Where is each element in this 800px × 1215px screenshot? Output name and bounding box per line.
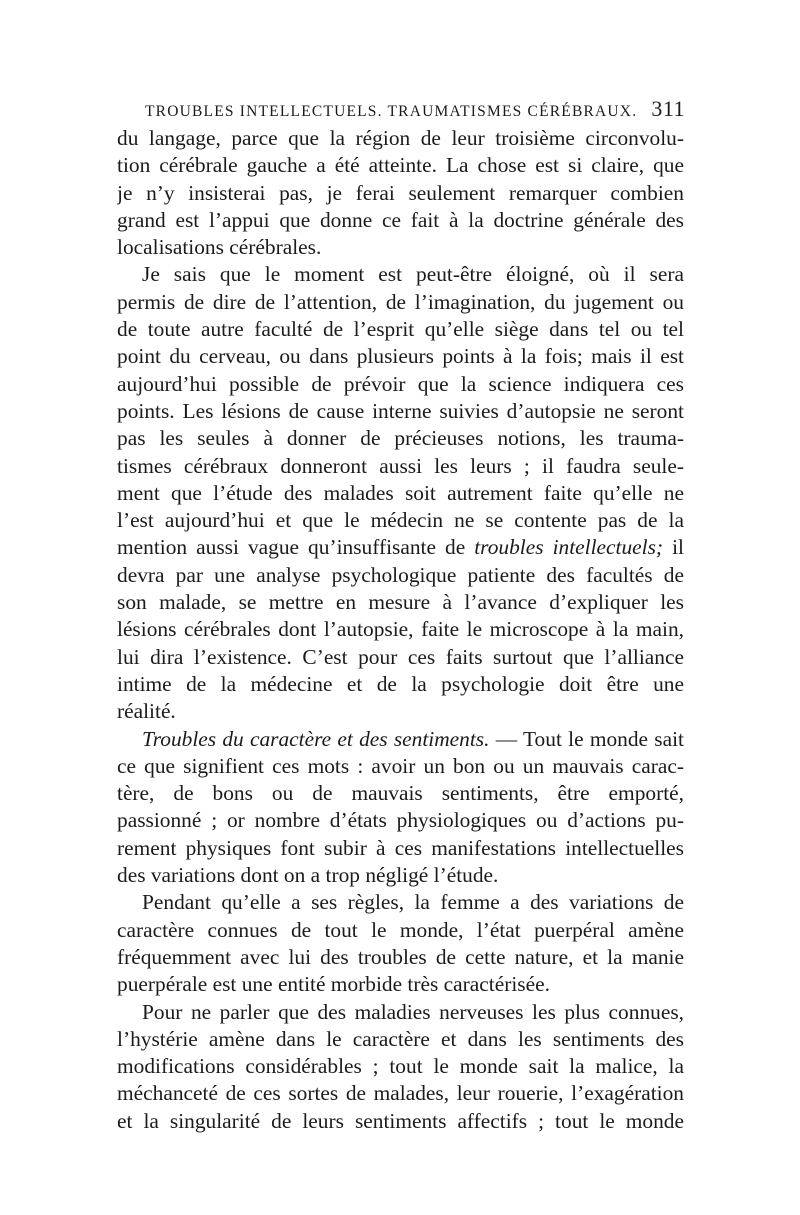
text-line: son malade, se mettre en mesure à l’avance d’expliquer les	[117, 590, 684, 615]
text-line: pas les seules à donner de précieuses notions, les trauma-	[117, 426, 684, 451]
text-line: tère, de bons ou de mauvais sentiments, être emporté,	[117, 781, 684, 806]
text-line: rement physiques font subir à ces manifestations intellectuelles	[117, 835, 684, 860]
text-segment: il	[663, 535, 684, 560]
text-line: l’hystérie amène dans le caractère et dans les sentiments des	[117, 1026, 684, 1051]
text-line: ment que l’étude des malades soit autrement faite qu’elle ne	[117, 480, 684, 505]
text-line: réalité.	[117, 699, 176, 724]
text-line-with-italic	[117, 534, 684, 561]
text-line: permis de dire de l’attention, de l’imagination, du jugement ou	[117, 289, 684, 314]
text-line: tion cérébrale gauche a été atteinte. La chose est si claire, que	[117, 153, 684, 178]
text-line: passionné ; or nombre d’états physiologiques ou d’actions pu-	[117, 808, 684, 833]
paragraph-2	[117, 261, 684, 725]
text-line: lui dira l’existence. C’est pour ces faits surtout que l’alliance	[117, 644, 684, 669]
text-line: Je sais que le moment est peut-être éloigné, où il sera	[142, 262, 684, 287]
text-line: des variations dont on a trop négligé l’étude.	[117, 863, 499, 888]
text-line: tismes cérébraux donneront aussi les leurs ; il faudra seule-	[117, 453, 684, 478]
text-line: Pour ne parler que des maladies nerveuses les plus connues,	[142, 999, 684, 1024]
text-line: modifications considérables ; tout le monde sait la malice, la	[117, 1054, 684, 1079]
italic-term: troubles intellectuels;	[474, 535, 664, 560]
text-line: je n’y insisterai pas, je ferai seulement remarquer combien	[117, 180, 684, 205]
paragraph-4	[117, 889, 684, 998]
text-segment: mention aussi vague qu’insuffisante de	[117, 535, 475, 560]
text-line: devra par une analyse psychologique patiente des facultés de	[117, 562, 684, 587]
text-line: ce que signifient ces mots : avoir un bon ou un mauvais carac-	[117, 753, 684, 778]
text-line: points. Les lésions de cause interne suivies d’autopsie ne seront	[117, 398, 684, 423]
text-segment: — Tout le monde sait	[489, 726, 684, 751]
text-line: localisations cérébrales.	[117, 235, 322, 260]
text-line: intime de la médecine et de la psychologie doit être une	[117, 671, 684, 696]
text-line: aujourd’hui possible de prévoir que la science indiquera ces	[117, 371, 684, 396]
body-text	[117, 125, 684, 1135]
text-line: l’est aujourd’hui et que le médecin ne se contente pas de la	[117, 508, 684, 533]
page-number: 311	[651, 96, 685, 121]
section-heading: Troubles du caractère et des sentiments.	[142, 726, 490, 751]
text-line: point du cerveau, ou dans plusieurs points à la fois; mais il est	[117, 344, 684, 369]
text-line: lésions cérébrales dont l’autopsie, faite le microscope à la main,	[117, 617, 684, 642]
text-line: du langage, parce que la région de leur troisième circonvolu-	[117, 126, 684, 150]
running-title: TROUBLES INTELLECTUELS. TRAUMATISMES CÉRÉBRAUX.	[145, 103, 638, 120]
paragraph-3	[117, 726, 684, 890]
text-line: grand est l’appui que donne ce fait à la doctrine générale des	[117, 207, 684, 232]
text-line: méchanceté de ces sortes de malades, leur rouerie, l’exagération	[117, 1081, 684, 1106]
text-line: puerpérale est une entité morbide très caractérisée.	[117, 972, 550, 997]
text-line: Pendant qu’elle a ses règles, la femme a des variations de	[142, 890, 684, 915]
text-line: caractère connues de tout le monde, l’état puerpéral amène	[117, 917, 684, 942]
text-line: et la singularité de leurs sentiments affectifs ; tout le monde	[117, 1108, 684, 1133]
text-line: fréquemment avec lui des troubles de cette nature, et la manie	[117, 944, 684, 969]
section-heading-line	[117, 726, 684, 753]
running-header	[145, 96, 685, 126]
paragraph-1	[117, 125, 684, 261]
paragraph-5	[117, 999, 684, 1135]
text-line: de toute autre faculté de l’esprit qu’elle siège dans tel ou tel	[117, 317, 684, 342]
